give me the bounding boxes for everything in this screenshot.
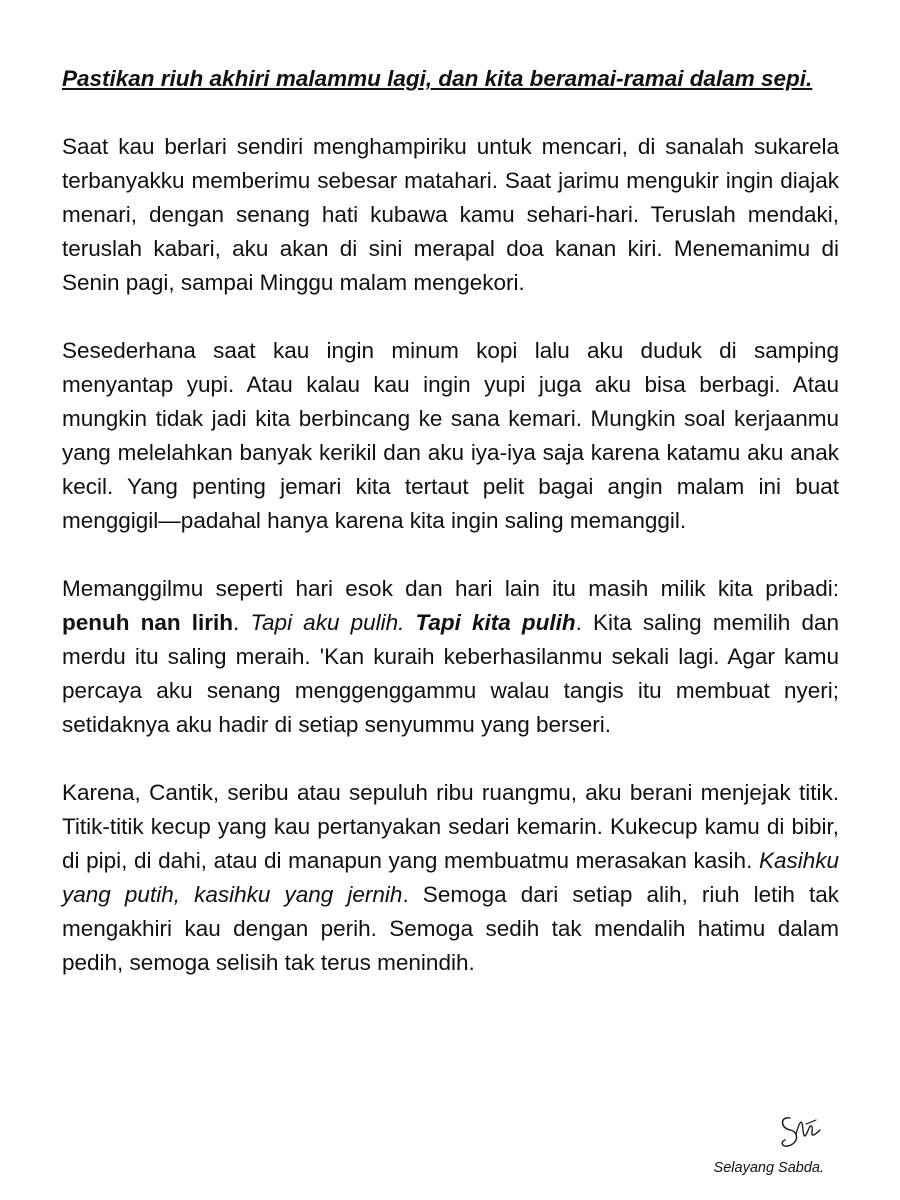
text-run xyxy=(404,610,415,635)
paragraph-2: Sesederhana saat kau ingin minum kopi lalu aku duduk di samping menyantap yupi. Atau kalau kau ingin yupi juga aku bisa berbagi. Atau mungkin tidak jadi kita berbincang ke sana kemari. Mungkin soal kerjaanmu yang melelahkan banyak kerikil dan aku iya-iya saja karena katamu aku anak kecil. Yang penting jemari kita tertaut pelit bagai angin malam ini buat menggigil—padahal hanya karena kita ingin saling memanggil. xyxy=(62,338,839,533)
text-run: Karena, Cantik, seribu atau sepuluh ribu ruangmu, aku berani menjejak titik. Titik-titik kecup yang kau pertanyakan sedari kemarin. Kukecup kamu di bibir, di pipi, di dahi, atau di manapun yang membuatmu merasakan kasih. xyxy=(62,780,839,873)
bold-italic-phrase: Tapi kita pulih xyxy=(415,610,576,635)
text-run: . Kita saling memilih dan merdu itu saling meraih. 'Kan kuraih keberhasilanmu sekali lagi. Agar kamu percaya aku senang menggenggammu walau tangis itu membuat nyeri; setidaknya aku hadir di setiap senyummu yang berseri. xyxy=(62,610,839,737)
text-run: . xyxy=(232,610,251,635)
text-run: Memanggilmu seperti hari esok dan hari lain itu masih milik kita pribadi: xyxy=(62,576,839,601)
document-body xyxy=(62,62,839,980)
paragraph-3 xyxy=(62,572,839,742)
signature-icon xyxy=(776,1112,824,1152)
italic-phrase: Tapi aku pulih. xyxy=(250,610,405,635)
italic-phrase: Kasihku yang putih, kasihku yang jernih xyxy=(62,848,839,907)
text-run: . Semoga dari setiap alih, riuh letih tak mengakhiri kau dengan perih. Semoga sedih tak mendalih hatimu dalam pedih, semoga selisih tak terus menindih. xyxy=(62,882,839,975)
paragraph-4 xyxy=(62,776,839,980)
document-title: Pastikan riuh akhiri malammu lagi, dan kita beramai-ramai dalam sepi. xyxy=(62,66,813,91)
signoff-text: Selayang Sabda. xyxy=(713,1160,824,1176)
bold-phrase: penuh nan lirih xyxy=(62,610,233,635)
paragraph-1: Saat kau berlari sendiri menghampiriku untuk mencari, di sanalah sukarela terbanyakku memberimu sebesar matahari. Saat jarimu mengukir ingin diajak menari, dengan senang hati kubawa kamu sehari-hari. Teruslah mendaki, teruslah kabari, aku akan di sini merapal doa kanan kiri. Menemanimu di Senin pagi, sampai Minggu malam mengekori. xyxy=(62,134,839,295)
